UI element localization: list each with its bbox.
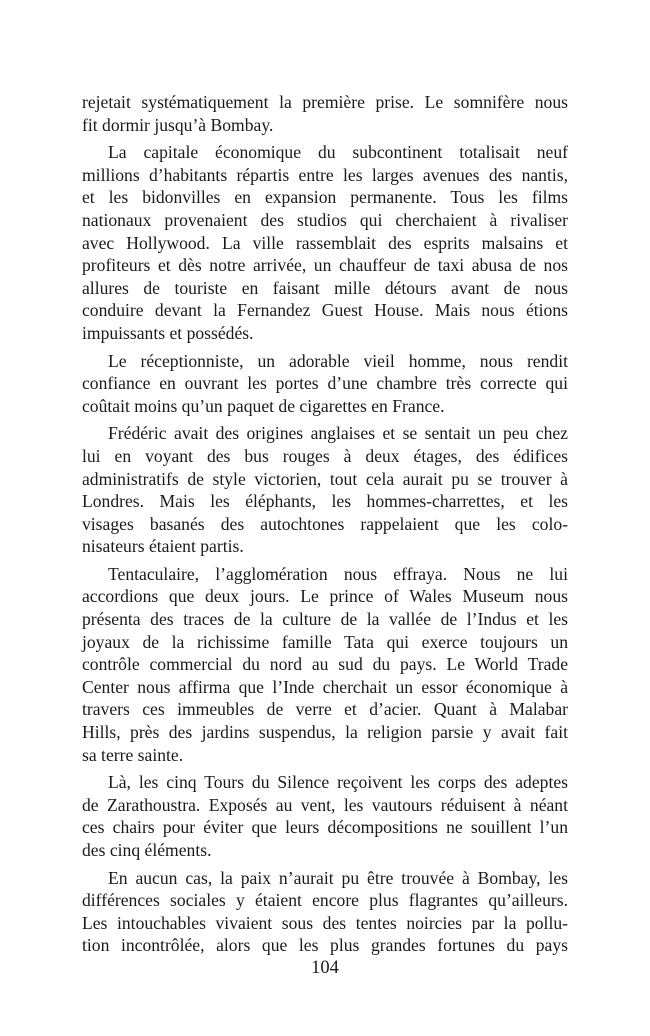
text-line: nisateurs étaient partis.	[82, 536, 244, 557]
paragraph	[82, 563, 568, 766]
page-body	[82, 91, 568, 962]
text-line: La capitale économique du subcontinent totalisait neuf	[108, 142, 568, 163]
paragraph	[82, 867, 568, 957]
text-line: visages basanés des autochtones rappelaient que les colo-	[82, 513, 568, 534]
text-line: présenta des traces de la culture de la vallée de l’Indus et les	[82, 609, 568, 630]
text-line: et les bidonvilles en expansion permanente. Tous les films	[82, 187, 568, 208]
text-line: Tentaculaire, l’agglomération nous effraya. Nous ne lui	[108, 563, 568, 584]
text-line: tion incontrôlée, alors que les plus grandes fortunes du pays	[82, 935, 568, 956]
text-line: Là, les cinq Tours du Silence reçoivent les corps des adeptes	[108, 772, 568, 793]
text-line: Le réceptionniste, un adorable vieil homme, nous rendit	[108, 350, 568, 371]
text-line: Hills, près des jardins suspendus, la religion parsie y avait fait	[82, 722, 568, 743]
text-line: travers ces immeubles de verre et d’acier. Quant à Malabar	[82, 699, 568, 720]
text-line: rejetait systématiquement la première prise. Le somnifère nous	[82, 92, 568, 112]
text-line: coûtait moins qu’un paquet de cigarettes en France.	[82, 395, 445, 416]
paragraph	[82, 350, 568, 418]
page-number: 104	[311, 958, 339, 978]
text-line: fit dormir jusqu’à Bombay.	[82, 114, 274, 135]
text-line: Les intouchables vivaient sous des tentes noircies par la pollu-	[82, 912, 568, 933]
text-line: différences sociales y étaient encore plus flagrantes qu’ailleurs.	[82, 890, 568, 911]
text-line: allures de touriste en faisant mille détours avant de nous	[82, 277, 568, 298]
text-line: de Zarathoustra. Exposés au vent, les vautours réduisent à néant	[82, 794, 568, 815]
text-line: accordions que deux jours. Le prince of Wales Museum nous	[82, 586, 568, 607]
paragraph-continuation	[82, 91, 568, 136]
text-line: millions d’habitants répartis entre les larges avenues des nantis,	[82, 164, 568, 185]
text-line: Frédéric avait des origines anglaises et se sentait un peu chez	[108, 423, 568, 444]
text-line: joyaux de la richissime famille Tata qui exerce toujours un	[82, 631, 568, 652]
text-line: des cinq éléments.	[82, 840, 212, 860]
paragraph	[82, 141, 568, 344]
text-line: administratifs de style victorien, tout cela aurait pu se trouver à	[82, 468, 568, 489]
text-line: Londres. Mais les éléphants, les hommes-charrettes, et les	[82, 491, 568, 512]
text-line: lui en voyant des bus rouges à deux étages, des édifices	[82, 445, 568, 466]
text-line: profiteurs et dès notre arrivée, un chauffeur de taxi abusa de nos	[82, 255, 568, 276]
text-line: Center nous affirma que l’Inde cherchait un essor économique à	[82, 676, 568, 697]
text-line: impuissants et possédés.	[82, 322, 254, 343]
text-line: contrôle commercial du nord au sud du pays. Le World Trade	[82, 654, 568, 675]
text-line: sa terre sainte.	[82, 744, 184, 765]
text-line: ces chairs pour éviter que leurs décompositions ne souillent l’un	[82, 817, 568, 838]
text-line: confiance en ouvrant les portes d’une chambre très correcte qui	[82, 373, 568, 394]
text-line: En aucun cas, la paix n’aurait pu être trouvée à Bombay, les	[108, 867, 568, 888]
paragraph	[82, 771, 568, 861]
text-line: conduire devant la Fernandez Guest House. Mais nous étions	[82, 300, 568, 321]
text-line: avec Hollywood. La ville rassemblait des esprits malsains et	[82, 232, 568, 253]
paragraph	[82, 422, 568, 558]
text-line: nationaux provenaient des studios qui cherchaient à rivaliser	[82, 209, 568, 230]
